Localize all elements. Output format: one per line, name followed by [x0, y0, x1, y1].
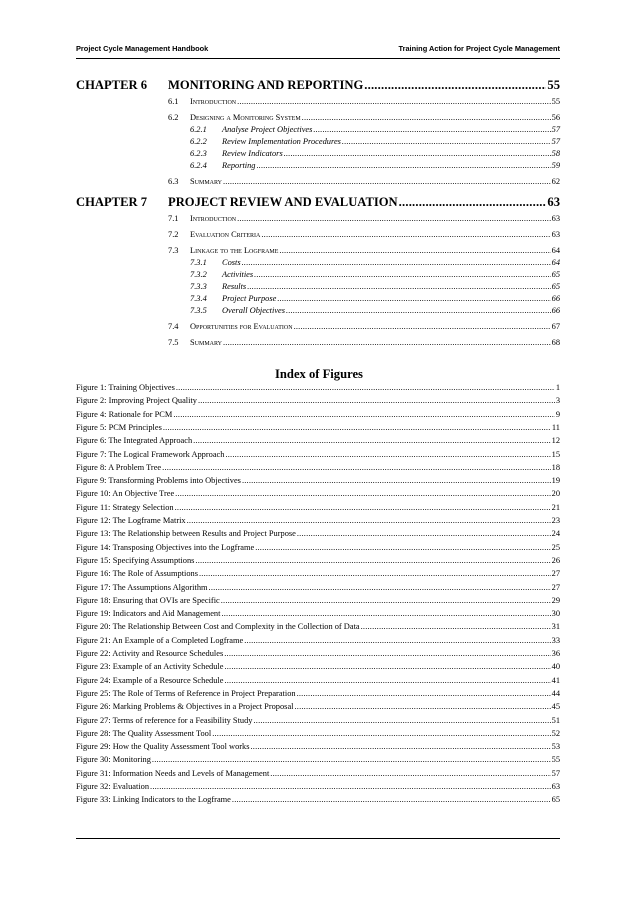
section-number: 6.1: [168, 97, 179, 106]
figure-page: 31: [551, 622, 560, 632]
leader-dots: [223, 338, 551, 347]
chapter-page: 63: [547, 195, 560, 209]
figure-page: 12: [551, 436, 560, 446]
subsection-page: 66: [551, 294, 560, 303]
figure-entry[interactable]: [76, 716, 560, 728]
chapter-title: MONITORING AND REPORTING: [168, 78, 364, 92]
section-page: 63: [551, 214, 560, 223]
figure-page: 36: [551, 649, 560, 658]
leader-dots: [297, 529, 551, 538]
section-page: 55: [551, 97, 560, 106]
figure-label: Figure 27: Terms of reference for a Feasibility Study: [76, 715, 253, 725]
figure-page: 23: [551, 516, 560, 525]
leader-dots: [313, 125, 550, 134]
figure-label: Figure 10: An Objective Tree: [76, 489, 175, 499]
leader-dots: [175, 489, 550, 498]
leader-dots: [209, 583, 551, 592]
header-left: Project Cycle Management Handbook: [76, 44, 209, 53]
figure-label: Figure 33: Linking Indicators to the Logframe: [76, 795, 231, 805]
leader-dots: [297, 689, 551, 698]
leader-dots: [302, 113, 551, 122]
figure-entry[interactable]: [76, 529, 560, 541]
section-number: 7.5: [168, 338, 179, 347]
leader-dots: [199, 569, 551, 578]
leader-dots: [221, 609, 550, 618]
leader-dots: [251, 742, 551, 751]
figure-label: Figure 14: Transposing Objectives into the Logframe: [76, 542, 255, 552]
subsection-number: 6.2.4: [190, 161, 207, 170]
subsection-page: 66: [551, 306, 560, 315]
subsection-number: 7.3.3: [190, 282, 207, 291]
subsection-title: Activities: [222, 270, 254, 279]
section-title: Designing a Monitoring System: [190, 113, 301, 122]
leader-dots: [150, 782, 551, 791]
figure-page: 9: [555, 409, 560, 419]
leader-dots: [295, 702, 551, 711]
leader-dots: [277, 294, 550, 303]
leader-dots: [212, 729, 550, 738]
leader-dots: [175, 503, 551, 512]
figure-entry[interactable]: [76, 609, 560, 621]
figure-entry[interactable]: [76, 636, 560, 648]
figure-page: 41: [551, 675, 560, 685]
figure-label: Figure 16: The Role of Assumptions: [76, 569, 198, 579]
leader-dots: [364, 78, 546, 93]
toc-section[interactable]: [76, 338, 560, 350]
figure-page: 11: [551, 422, 560, 432]
figure-entry[interactable]: [76, 450, 560, 462]
subsection-page: 64: [551, 258, 560, 267]
figure-entry[interactable]: [76, 676, 560, 688]
subsection-title: Reporting: [222, 161, 256, 170]
leader-dots: [173, 410, 555, 419]
subsection-title: Review Implementation Procedures: [222, 137, 341, 146]
section-title: Opportunities for Evaluation: [190, 322, 293, 331]
section-title: Introduction: [190, 97, 237, 106]
section-page: 68: [551, 338, 560, 347]
subsection-title: Project Purpose: [222, 294, 277, 303]
figure-page: 33: [551, 635, 560, 645]
figure-label: Figure 23: Example of an Activity Schedule: [76, 662, 224, 672]
figure-entry[interactable]: [76, 689, 560, 701]
header-rule: [76, 58, 560, 59]
section-number: 7.2: [168, 230, 179, 239]
running-header: [76, 44, 560, 58]
figure-entry[interactable]: [76, 795, 560, 807]
leader-dots: [224, 649, 550, 658]
figure-label: Figure 28: The Quality Assessment Tool: [76, 728, 212, 738]
leader-dots: [253, 716, 550, 725]
figure-label: Figure 2: Improving Project Quality: [76, 396, 197, 406]
figure-page: 40: [551, 662, 560, 672]
figure-page: 1: [555, 383, 560, 392]
leader-dots: [232, 795, 551, 804]
figure-page: 20: [551, 489, 560, 499]
section-number: 7.3: [168, 246, 179, 255]
figure-entry[interactable]: [76, 489, 560, 501]
figure-page: 24: [551, 529, 560, 539]
leader-dots: [244, 636, 550, 645]
subsection-title: Costs: [222, 258, 241, 267]
figure-label: Figure 21: An Example of a Completed Logframe: [76, 635, 244, 645]
subsection-number: 6.2.3: [190, 149, 207, 158]
section-number: 7.4: [168, 322, 179, 331]
section-number: 6.2: [168, 113, 179, 122]
figure-label: Figure 4: Rationale for PCM: [76, 409, 173, 419]
figure-page: 57: [551, 768, 560, 778]
toc-section[interactable]: [76, 214, 560, 226]
figure-page: 27: [551, 582, 560, 592]
figure-page: 53: [551, 742, 560, 752]
leader-dots: [261, 230, 550, 239]
leader-dots: [342, 137, 551, 146]
figure-entry[interactable]: [76, 476, 560, 488]
section-page: 63: [551, 230, 560, 239]
toc-subsection[interactable]: [76, 270, 560, 282]
figure-entry[interactable]: [76, 622, 560, 634]
figure-page: 25: [551, 542, 560, 552]
leader-dots: [247, 282, 550, 291]
figure-page: 55: [551, 755, 560, 765]
leader-dots: [279, 246, 550, 255]
leader-dots: [176, 383, 555, 392]
figure-entry[interactable]: [76, 596, 560, 608]
figure-page: 45: [551, 702, 560, 712]
leader-dots: [198, 396, 555, 405]
toc-section[interactable]: [76, 97, 560, 109]
section-title: Linkage to the Logframe: [190, 246, 279, 255]
chapter-title: PROJECT REVIEW AND EVALUATION: [168, 195, 398, 209]
subsection-title: Overall Objectives: [222, 306, 286, 315]
leader-dots: [242, 476, 551, 485]
subsection-number: 7.3.2: [190, 270, 207, 279]
figure-page: 30: [551, 609, 560, 619]
leader-dots: [221, 596, 551, 605]
footer-rule: [76, 838, 560, 839]
leader-dots: [270, 769, 550, 778]
figure-entry[interactable]: [76, 436, 560, 448]
section-number: 7.1: [168, 214, 179, 223]
figure-page: 21: [551, 502, 560, 512]
figure-label: Figure 25: The Role of Terms of Reference in Project Preparation: [76, 688, 296, 698]
figure-page: 18: [551, 462, 560, 472]
leader-dots: [399, 195, 547, 210]
leader-dots: [224, 676, 550, 685]
leader-dots: [224, 662, 550, 671]
leader-dots: [237, 97, 551, 106]
figure-label: Figure 13: The Relationship between Results and Project Purpose: [76, 529, 296, 539]
toc-subsection[interactable]: [76, 258, 560, 270]
figure-label: Figure 24: Example of a Resource Schedule: [76, 675, 224, 685]
figure-page: 26: [551, 555, 560, 565]
figure-label: Figure 5: PCM Principles: [76, 422, 162, 432]
leader-dots: [361, 622, 551, 631]
figure-entry[interactable]: [76, 543, 560, 555]
figure-entry[interactable]: [76, 769, 560, 781]
figure-label: Figure 20: The Relationship Between Cost and Complexity in the Collection of Data: [76, 622, 360, 632]
section-page: 67: [551, 322, 560, 331]
toc-section[interactable]: [76, 177, 560, 189]
section-title: Summary: [190, 338, 222, 347]
figure-page: 3: [555, 396, 560, 406]
leader-dots: [195, 556, 550, 565]
figure-entry[interactable]: [76, 782, 560, 794]
leader-dots: [225, 450, 550, 459]
toc-section[interactable]: [76, 230, 560, 242]
toc-chapter[interactable]: [76, 195, 560, 211]
leader-dots: [152, 755, 551, 764]
chapter-number: CHAPTER 6: [76, 78, 148, 92]
figure-label: Figure 31: Information Needs and Levels of Management: [76, 768, 270, 778]
toc-subsection[interactable]: [76, 137, 560, 149]
leader-dots: [237, 214, 551, 223]
figure-entry[interactable]: [76, 556, 560, 568]
figure-label: Figure 32: Evaluation: [76, 782, 150, 791]
figure-page: 52: [551, 728, 560, 738]
figure-entry[interactable]: [76, 383, 560, 395]
toc-subsection[interactable]: [76, 149, 560, 161]
figure-label: Figure 11: Strategy Selection: [76, 502, 174, 512]
figure-page: 51: [551, 715, 560, 725]
figure-entry[interactable]: [76, 662, 560, 674]
header-right: Training Action for Project Cycle Management: [398, 44, 560, 53]
figure-entry[interactable]: [76, 742, 560, 754]
figure-entry[interactable]: [76, 569, 560, 581]
leader-dots: [257, 161, 551, 170]
subsection-number: 6.2.2: [190, 137, 207, 146]
subsection-number: 7.3.5: [190, 306, 207, 315]
figure-entry[interactable]: [76, 649, 560, 661]
subsection-title: Review Indicators: [222, 149, 283, 158]
leader-dots: [255, 543, 550, 552]
chapter-page: 55: [547, 78, 560, 92]
leader-dots: [187, 516, 551, 525]
figure-page: 29: [551, 595, 560, 605]
figure-label: Figure 26: Marking Problems & Objectives in a Project Proposal: [76, 702, 294, 712]
subsection-page: 65: [551, 270, 560, 279]
figure-label: Figure 29: How the Quality Assessment Tool works: [76, 742, 250, 752]
toc-section[interactable]: [76, 322, 560, 334]
section-title: Evaluation Criteria: [190, 230, 261, 239]
leader-dots: [284, 149, 551, 158]
figure-label: Figure 7: The Logical Framework Approach: [76, 449, 225, 459]
figure-label: Figure 12: The Logframe Matrix: [76, 516, 186, 525]
figure-entry[interactable]: [76, 516, 560, 528]
toc-section[interactable]: [76, 246, 560, 258]
figure-label: Figure 6: The Integrated Approach: [76, 436, 193, 446]
toc-subsection[interactable]: [76, 306, 560, 318]
subsection-number: 7.3.4: [190, 294, 207, 303]
section-number: 6.3: [168, 177, 179, 186]
figure-entry[interactable]: [76, 423, 560, 435]
subsection-number: 6.2.1: [190, 125, 207, 134]
leader-dots: [193, 436, 550, 445]
figure-entry[interactable]: [76, 396, 560, 408]
figure-label: Figure 15: Specifying Assumptions: [76, 555, 195, 565]
toc-subsection[interactable]: [76, 125, 560, 137]
toc-section[interactable]: [76, 113, 560, 125]
figure-entry[interactable]: [76, 729, 560, 741]
figure-entry[interactable]: [76, 503, 560, 515]
figure-label: Figure 30: Monitoring: [76, 755, 151, 765]
figure-label: Figure 18: Ensuring that OVIs are Specific: [76, 595, 220, 605]
figure-label: Figure 1: Training Objectives: [76, 383, 175, 392]
figure-entry[interactable]: [76, 583, 560, 595]
section-title: Introduction: [190, 214, 237, 223]
figure-label: Figure 22: Activity and Resource Schedules: [76, 649, 224, 658]
toc-subsection[interactable]: [76, 294, 560, 306]
leader-dots: [242, 258, 551, 267]
leader-dots: [254, 270, 550, 279]
figure-page: 65: [551, 795, 560, 805]
leader-dots: [162, 463, 550, 472]
subsection-number: 7.3.1: [190, 258, 207, 267]
figure-label: Figure 19: Indicators and Aid Management: [76, 609, 221, 619]
section-page: 56: [551, 113, 560, 122]
leader-dots: [286, 306, 551, 315]
subsection-page: 57: [551, 137, 560, 146]
subsection-page: 57: [551, 125, 560, 134]
leader-dots: [223, 177, 551, 186]
leader-dots: [294, 322, 551, 331]
section-page: 62: [551, 177, 560, 186]
figure-page: 63: [551, 782, 560, 791]
toc-chapter[interactable]: [76, 78, 560, 94]
subsection-page: 65: [551, 282, 560, 291]
subsection-page: 59: [551, 161, 560, 170]
subsection-title: Results: [222, 282, 247, 291]
figure-entry[interactable]: [76, 463, 560, 475]
figure-entry[interactable]: [76, 410, 560, 422]
figure-page: 15: [551, 449, 560, 459]
figure-page: 44: [551, 688, 560, 698]
section-title: Summary: [190, 177, 222, 186]
figure-page: 27: [551, 569, 560, 579]
figure-entry[interactable]: [76, 702, 560, 714]
section-page: 64: [551, 246, 560, 255]
subsection-title: Analyse Project Objectives: [222, 125, 313, 134]
figure-entry[interactable]: [76, 755, 560, 767]
index-of-figures-heading: Index of Figures: [275, 367, 363, 381]
subsection-page: 58: [551, 149, 560, 158]
chapter-number: CHAPTER 7: [76, 195, 148, 209]
figure-page: 19: [551, 476, 560, 486]
figure-label: Figure 9: Transforming Problems into Objectives: [76, 476, 241, 486]
toc-subsection[interactable]: [76, 282, 560, 294]
figure-label: Figure 8: A Problem Tree: [76, 462, 162, 472]
toc-subsection[interactable]: [76, 161, 560, 173]
leader-dots: [163, 423, 551, 432]
figure-label: Figure 17: The Assumptions Algorithm: [76, 582, 208, 592]
